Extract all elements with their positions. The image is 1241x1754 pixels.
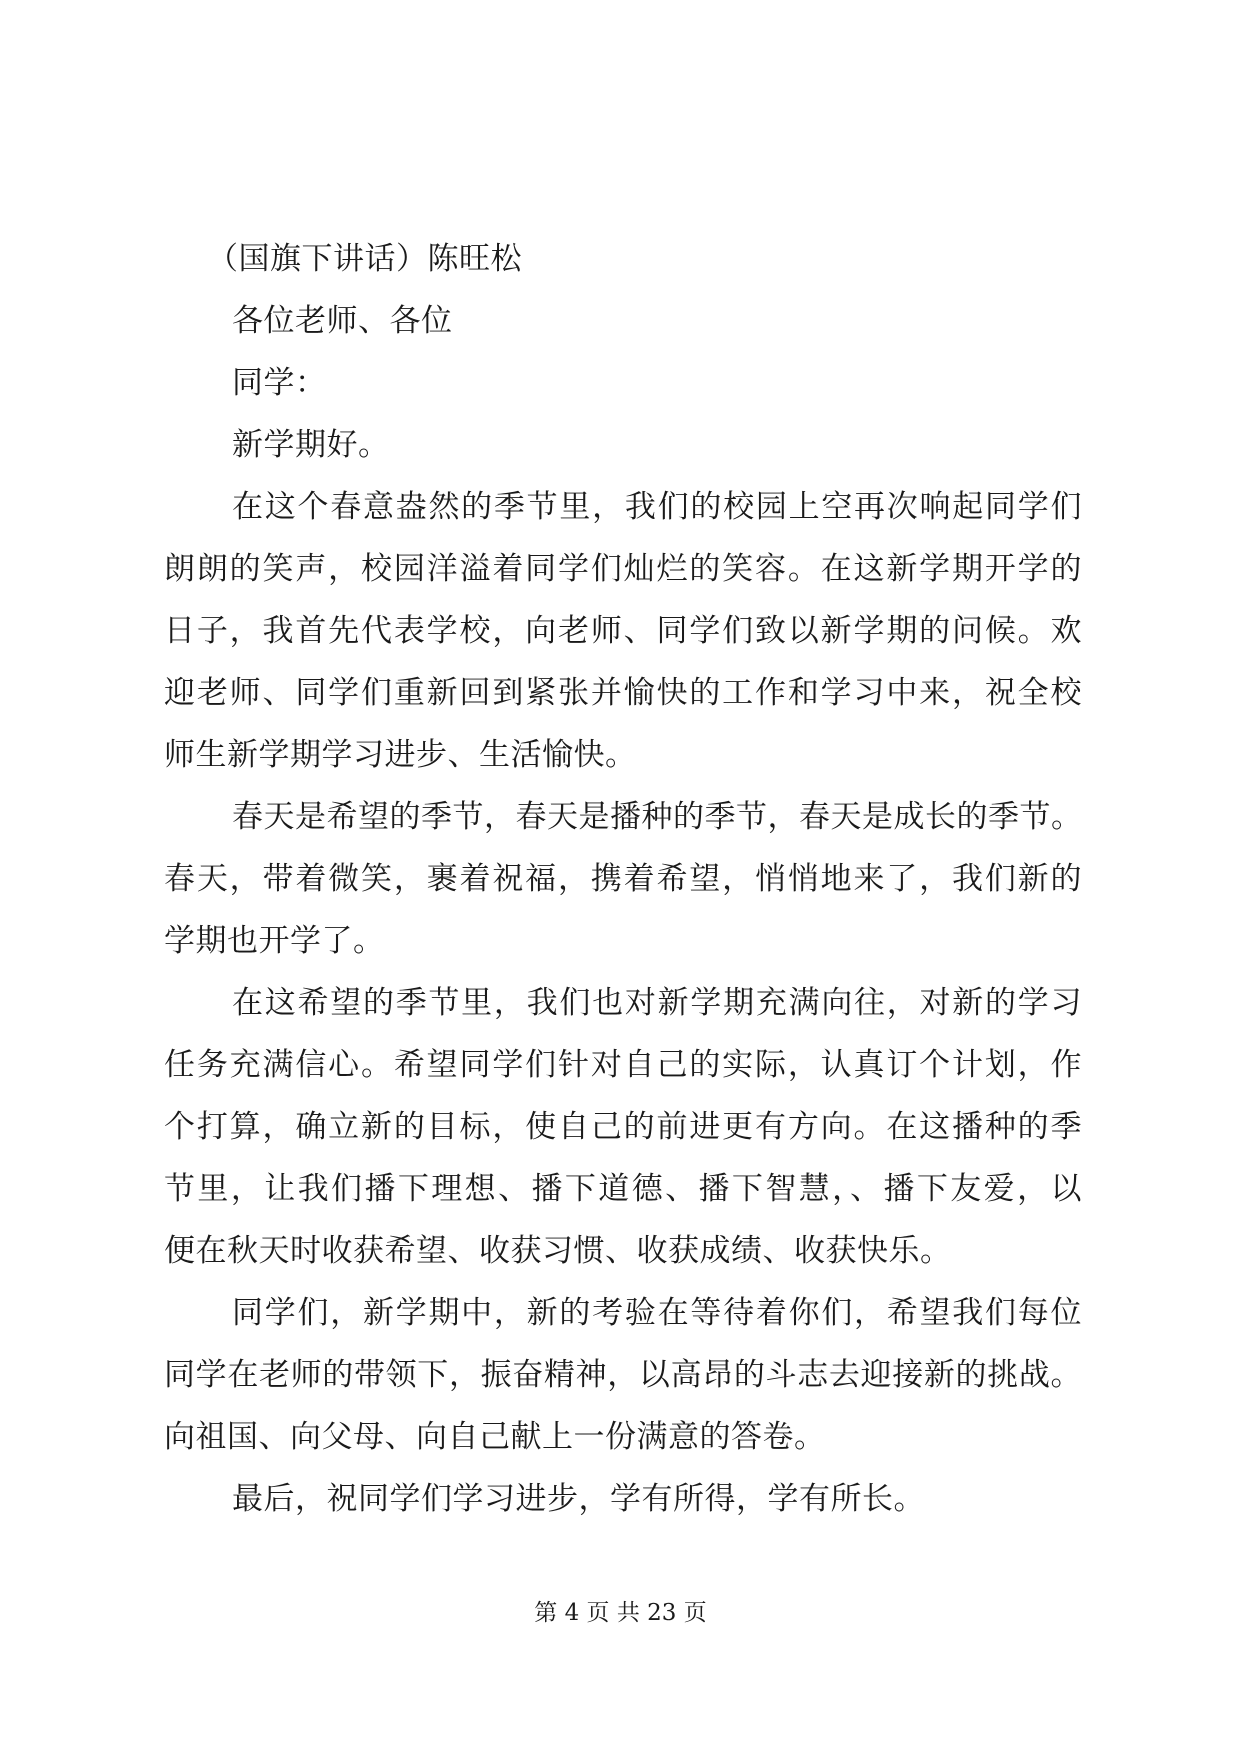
paragraph-4-line-2: 同学在老师的带领下，振奋精神，以高昂的斗志去迎接新的挑战。 — [164, 1357, 1082, 1393]
paragraph-3-line-5: 便在秋天时收获希望、收获习惯、收获成绩、收获快乐。 — [164, 1233, 952, 1269]
greeting-line: 新学期好。 — [232, 427, 390, 463]
paragraph-2-line-2: 春天，带着微笑，裹着祝福，携着希望，悄悄地来了，我们新的 — [164, 861, 1082, 897]
paragraph-3-line-2: 任务充满信心。希望同学们针对自己的实际，认真订个计划，作 — [164, 1047, 1082, 1083]
paragraph-1-line-2: 朗朗的笑声，校园洋溢着同学们灿烂的笑容。在这新学期开学的 — [164, 551, 1082, 587]
paragraph-3-line-3: 个打算，确立新的目标，使自己的前进更有方向。在这播种的季 — [164, 1109, 1082, 1145]
salutation-line-2: 同学： — [232, 365, 327, 401]
paragraph-2-line-1: 春天是希望的季节，春天是播种的季节，春天是成长的季节。 — [232, 799, 1083, 835]
paragraph-4-line-3: 向祖国、向父母、向自己献上一份满意的答卷。 — [164, 1419, 826, 1455]
document-body — [164, 228, 1082, 1530]
paragraph-3-line-1: 在这希望的季节里，我们也对新学期充满向往，对新的学习 — [232, 985, 1082, 1021]
paragraph-1-line-3: 日子，我首先代表学校，向老师、同学们致以新学期的问候。欢 — [164, 613, 1082, 649]
paragraph-4-line-1: 同学们，新学期中，新的考验在等待着你们，希望我们每位 — [232, 1295, 1082, 1331]
paragraph-1-line-5: 师生新学期学习进步、生活愉快。 — [164, 737, 637, 773]
paragraph-2-line-3: 学期也开学了。 — [164, 923, 385, 959]
paragraph-5-line-1: 最后，祝同学们学习进步，学有所得，学有所长。 — [232, 1481, 925, 1517]
paragraph-1-line-1: 在这个春意盎然的季节里，我们的校园上空再次响起同学们 — [232, 489, 1082, 525]
salutation-line-1: 各位老师、各位 — [232, 303, 453, 339]
paragraph-3-line-4: 节里，让我们播下理想、播下道德、播下智慧，、播下友爱，以 — [164, 1171, 1082, 1207]
speech-heading: （国旗下讲话）陈旺松 — [207, 241, 522, 277]
paragraph-1-line-4: 迎老师、同学们重新回到紧张并愉快的工作和学习中来，祝全校 — [164, 675, 1082, 711]
page-number-footer: 第 4 页 共 23 页 — [534, 1600, 707, 1626]
